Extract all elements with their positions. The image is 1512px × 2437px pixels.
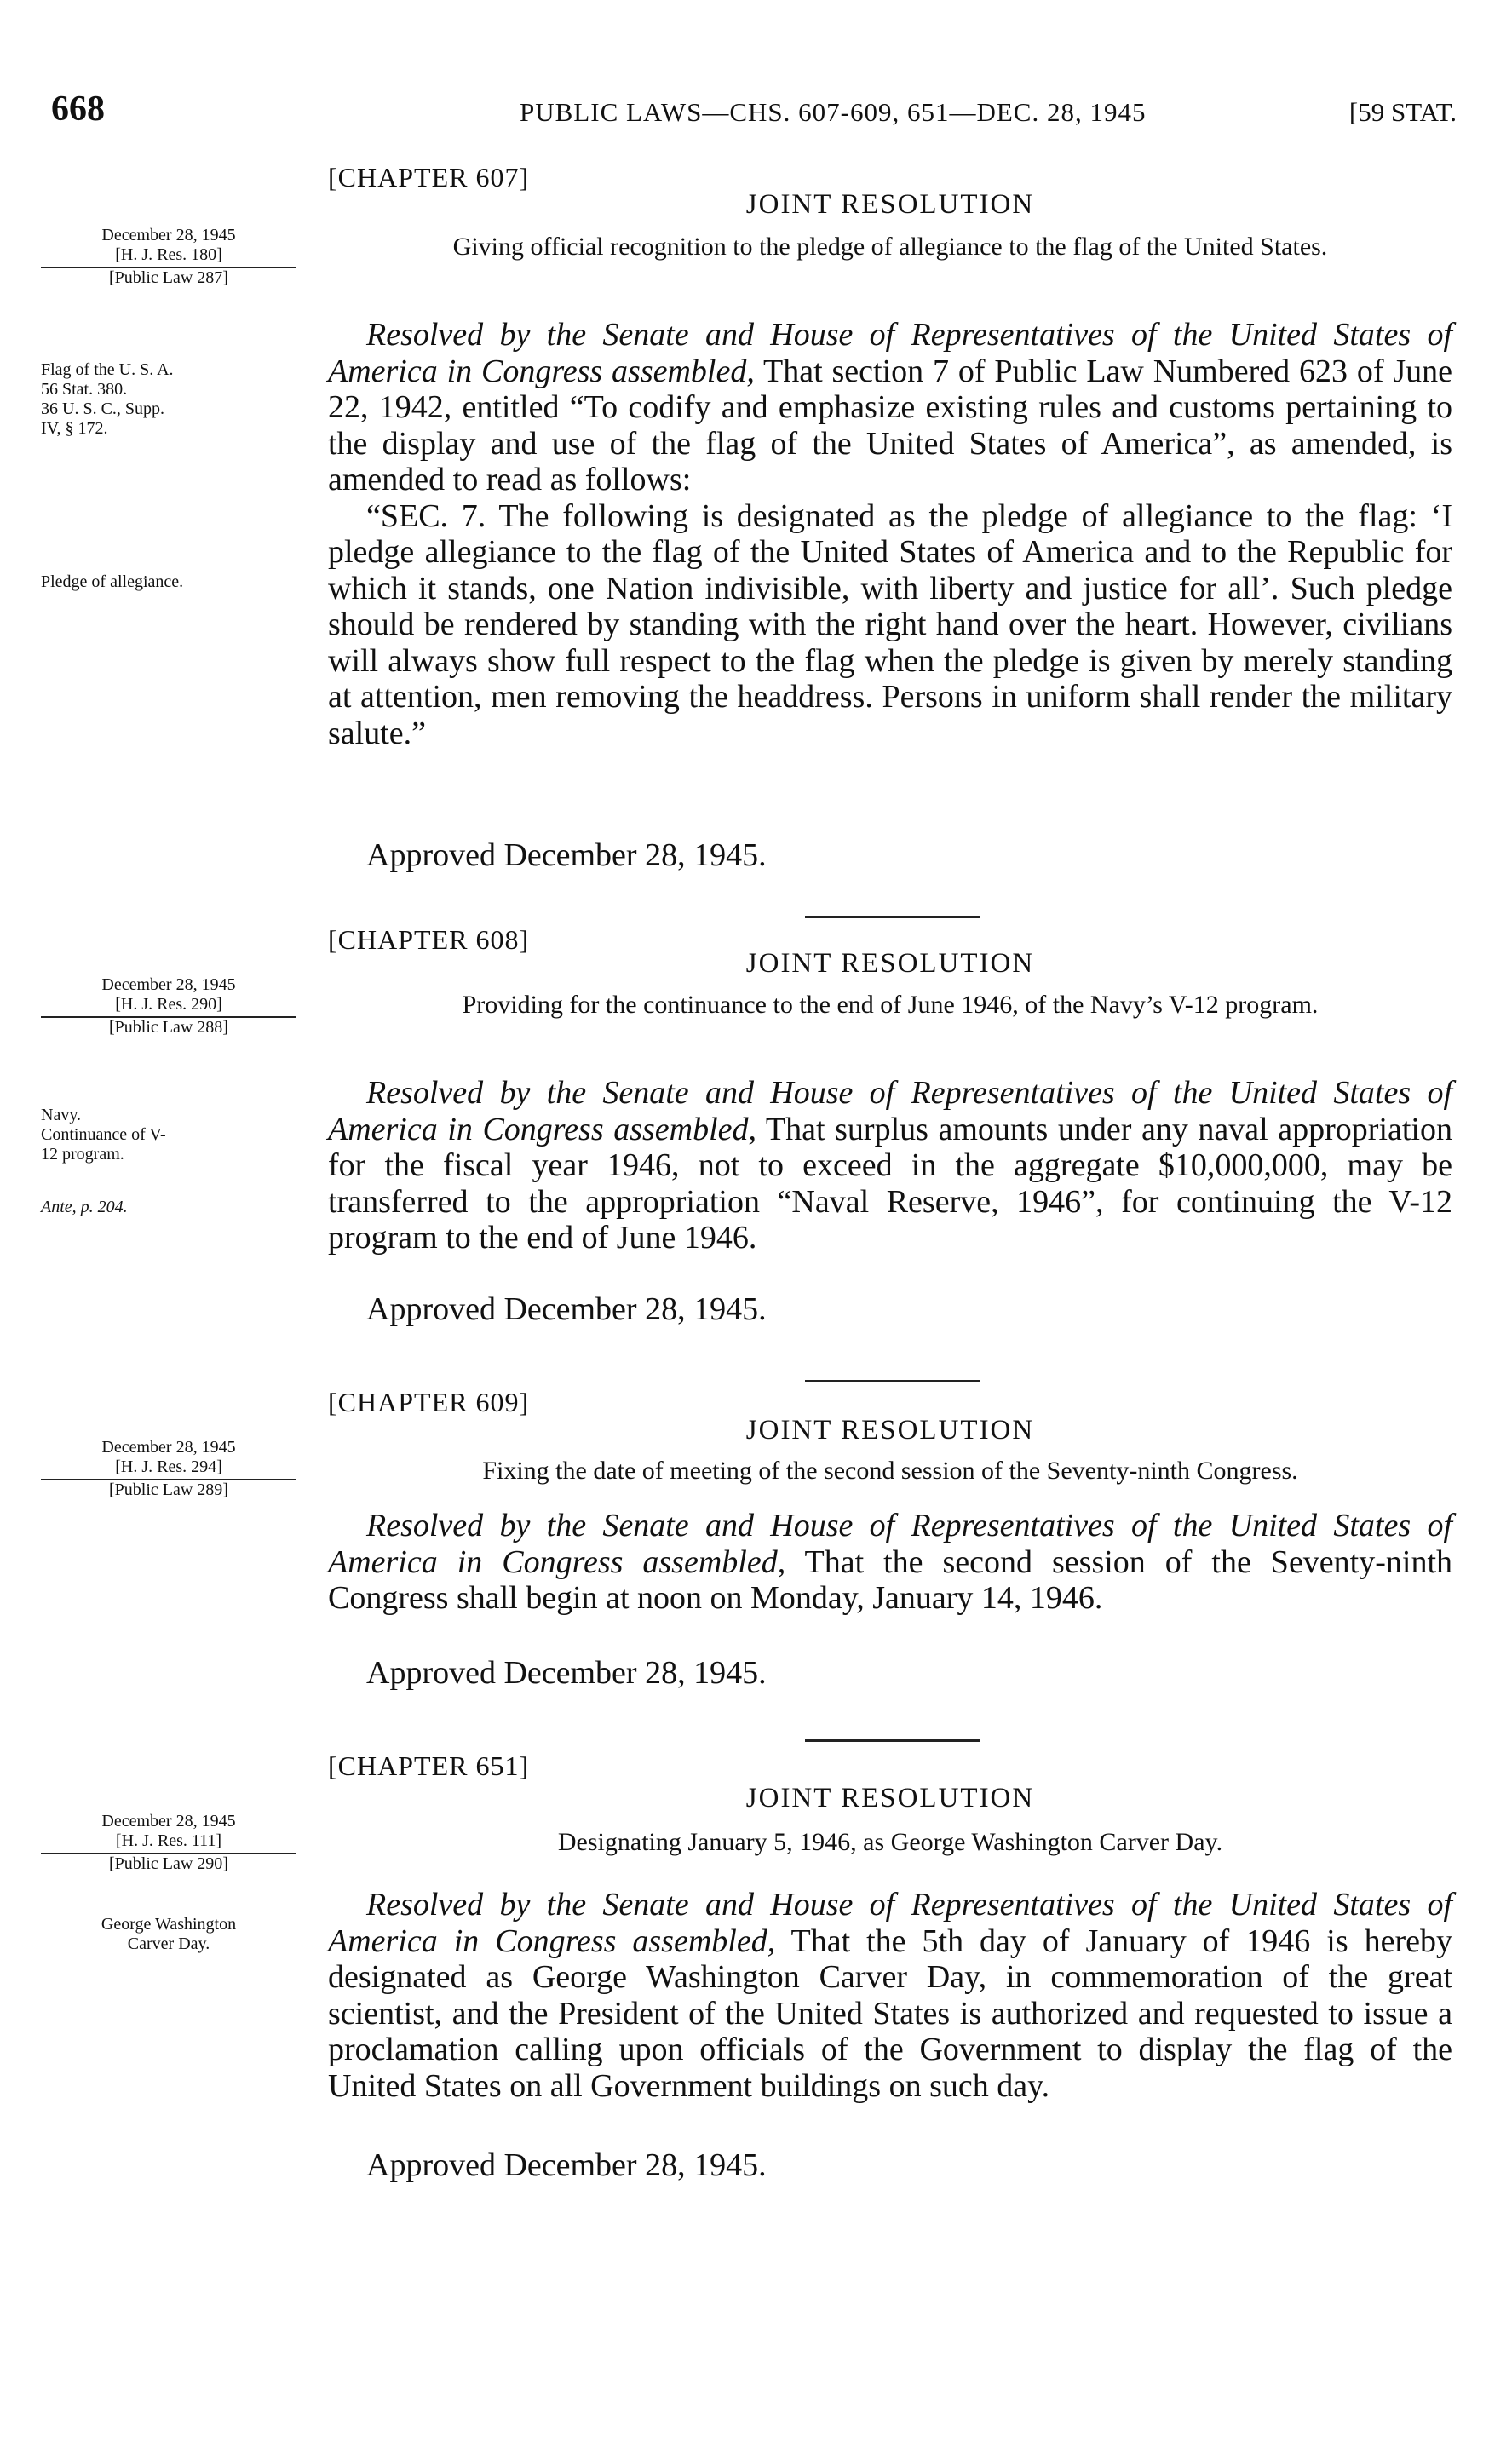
margin-note-line: 12 program. (41, 1145, 124, 1164)
resolution-text-content: That the 5th day of January of 1946 is hereby designated as George Washington Carver Day, in commemoration of the great scientist, and the President of the United States is authorized and requested to issue a proclamation calling upon officials of the Government to display the flag of the United States on all Government buildings on such day. (328, 1923, 1452, 2104)
resolution-text-content: That section 7 of Public Law Numbered 623 of June 22, 1942, entitled “To codify and emphasize existing rules and customs pertaining to the display and use of the flag of the United States of America”, as amended, is amended to read as follows: (328, 353, 1452, 497)
chapter-label: [CHAPTER 609] (328, 1387, 530, 1417)
margin-note-line: IV, § 172. (41, 419, 108, 438)
margin-resolution-number: [H. J. Res. 290] (41, 995, 296, 1018)
approval-line: Approved December 28, 1945. (366, 2147, 767, 2183)
pledge-section: “SEC. 7. The following is designated as the pledge of allegiance to the flag: ‘I pledge allegiance to the flag of the United States of America and to the Republic for which it stands, one Nation indivisible, with liberty and justice for all’. Such pledge should be rendered by standing with the right hand over the heart. However, civilians will always show full respect to the flag when the pledge is given by merely standing at attention, men removing the headdress. Persons in uniform shall render the military salute.” (328, 497, 1452, 751)
margin-resolution-number: [H. J. Res. 180] (41, 245, 296, 268)
approval-line: Approved December 28, 1945. (366, 1291, 767, 1327)
enacting-clause: Resolved by the Senate and House of Representatives of the United States of America in Congress assembled, (328, 1075, 1452, 1147)
resolution-purpose: Fixing the date of meeting of the second session of the Seventy-ninth Congress. (482, 1457, 1298, 1485)
chapter-divider (805, 1380, 980, 1382)
resolution-text-content: That surplus amounts under any naval appropriation for the fiscal year 1946, not to exceed in the aggregate $10,000,000, may be transferred to the appropriation “Naval Reserve, 1946”, for continuing the V-12 program to the end of June 1946. (328, 1111, 1452, 1256)
page-number: 668 (51, 89, 105, 129)
approval-line: Approved December 28, 1945. (366, 1655, 767, 1691)
margin-note-line: Flag of the U. S. A. (41, 360, 174, 379)
resolution-text (328, 1508, 1452, 1617)
page-header (51, 89, 1457, 131)
enacting-clause: Resolved by the Senate and House of Representatives of the United States of America in Congress assembled, (328, 317, 1452, 389)
margin-public-law: [Public Law 287] (109, 268, 228, 287)
joint-resolution-heading: JOINT RESOLUTION (745, 189, 1035, 220)
margin-date: December 28, 1945 (101, 975, 236, 994)
margin-resolution-number: [H. J. Res. 294] (41, 1457, 296, 1480)
margin-note-line: Continuance of V- (41, 1125, 166, 1144)
margin-note-pledge (41, 572, 305, 592)
resolution-text (328, 1075, 1452, 1256)
resolution-text (328, 1887, 1452, 2104)
resolution-text-content: That the second session of the Seventy-ninth Congress shall begin at noon on Monday, January 14, 1946. (328, 1543, 1452, 1616)
margin-resolution-number: [H. J. Res. 111] (41, 1831, 296, 1854)
chapter-label: [CHAPTER 651] (328, 1750, 530, 1781)
margin-note-navy (41, 1106, 305, 1164)
joint-resolution-heading: JOINT RESOLUTION (745, 1783, 1035, 1813)
margin-public-law: [Public Law 290] (109, 1854, 228, 1873)
resolution-purpose: Providing for the continuance to the end of June 1946, of the Navy’s V-12 program. (462, 991, 1319, 1019)
margin-note-flag (41, 360, 305, 439)
margin-citation (41, 1438, 296, 1500)
enacting-clause: Resolved by the Senate and House of Representatives of the United States of America in Congress assembled, (328, 1887, 1452, 1959)
margin-date: December 28, 1945 (101, 1812, 236, 1831)
margin-note-line: Navy. (41, 1106, 82, 1124)
margin-note-line: 36 U. S. C., Supp. (41, 399, 165, 418)
enacting-clause: Resolved by the Senate and House of Representatives of the United States of America in Congress assembled, (328, 1508, 1452, 1580)
margin-date: December 28, 1945 (101, 226, 236, 244)
chapter-label: [CHAPTER 607] (328, 162, 530, 193)
running-title: PUBLIC LAWS—CHS. 607-609, 651—DEC. 28, 1945 (520, 97, 1147, 127)
resolution-text (328, 317, 1452, 498)
margin-date: December 28, 1945 (101, 1438, 236, 1457)
margin-citation (41, 1812, 296, 1874)
margin-citation (41, 975, 296, 1037)
joint-resolution-heading: JOINT RESOLUTION (745, 1415, 1035, 1446)
chapter-label: [CHAPTER 608] (328, 924, 530, 955)
resolution-body (328, 1075, 1452, 1256)
margin-note-line: Ante, p. 204. (41, 1198, 128, 1216)
resolution-body (328, 1887, 1452, 2104)
chapter-divider (805, 916, 980, 918)
margin-note-line: Carver Day. (127, 1934, 210, 1953)
margin-note-carver (41, 1915, 296, 1954)
resolution-body (328, 1508, 1452, 1617)
margin-citation (41, 226, 296, 288)
margin-note-line: 56 Stat. 380. (41, 380, 128, 399)
margin-note-line: Pledge of allegiance. (41, 572, 184, 591)
approval-line: Approved December 28, 1945. (366, 837, 767, 873)
margin-public-law: [Public Law 289] (109, 1480, 228, 1499)
chapter-divider (805, 1739, 980, 1742)
resolution-body (328, 317, 1452, 751)
margin-note-ante (41, 1198, 305, 1217)
margin-public-law: [Public Law 288] (109, 1018, 228, 1037)
margin-note-line: George Washington (101, 1915, 237, 1934)
resolution-purpose: Designating January 5, 1946, as George Washington Carver Day. (557, 1828, 1223, 1856)
volume-reference: [59 STAT. (1348, 97, 1457, 127)
resolution-purpose: Giving official recognition to the pledge of allegiance to the flag of the United States. (452, 233, 1328, 261)
joint-resolution-heading: JOINT RESOLUTION (745, 948, 1035, 979)
